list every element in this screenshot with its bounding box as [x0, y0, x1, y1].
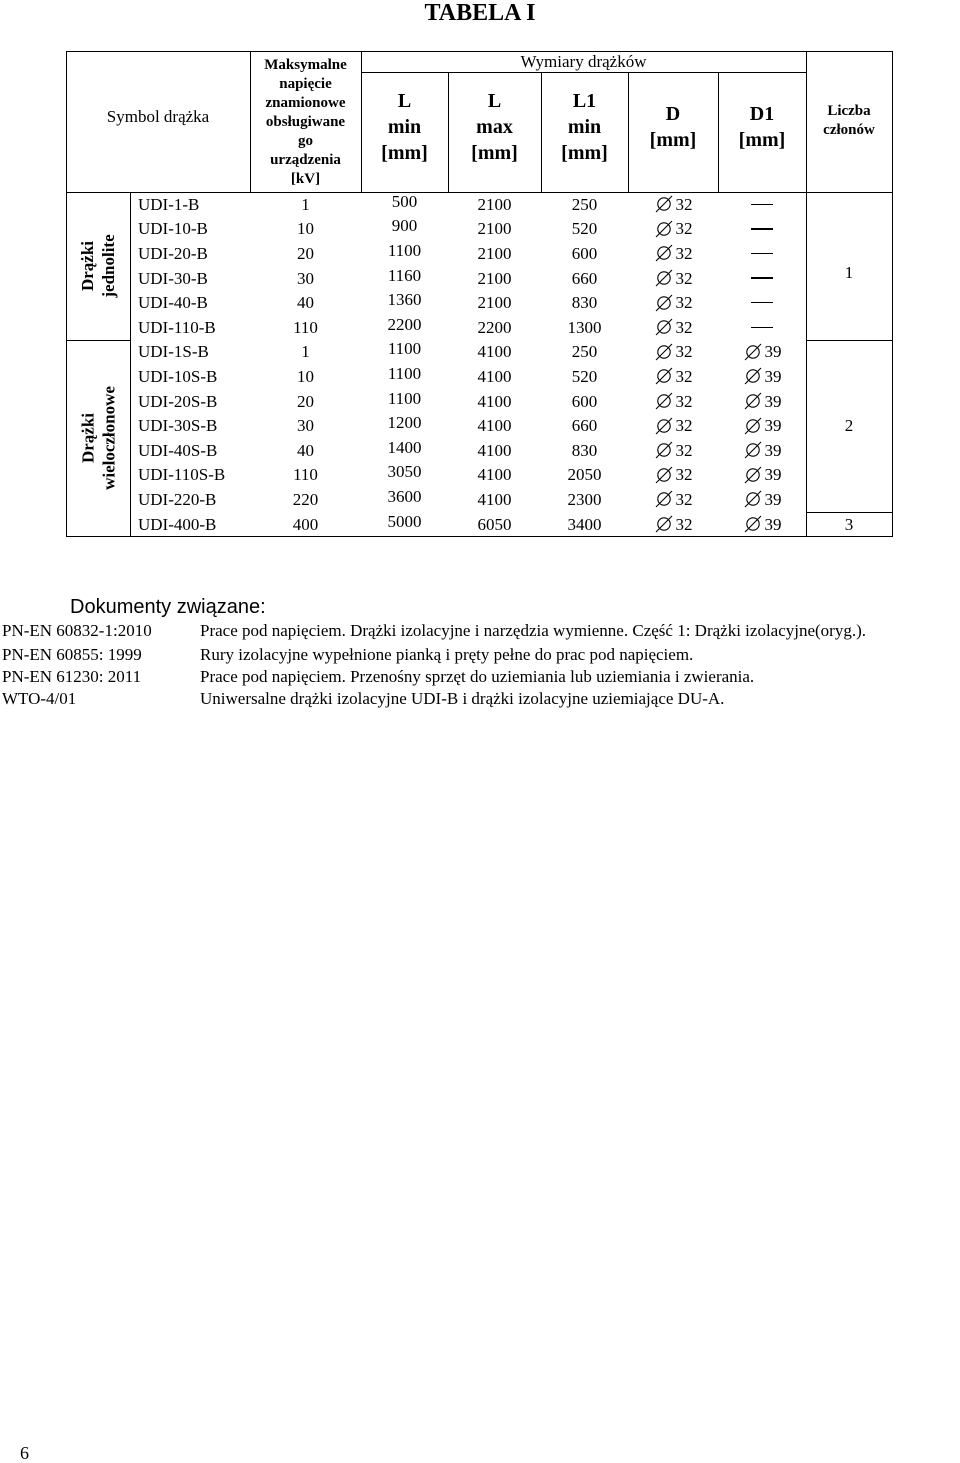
diameter-icon [654, 417, 674, 435]
cell-l-min: 1400 [387, 437, 422, 457]
cell-l-min: 1360 [387, 290, 422, 310]
diameter-icon [654, 220, 674, 238]
diameter-icon [743, 367, 763, 385]
cell-l1-min: 660 [571, 416, 598, 436]
cell-symbol: UDI-10S-B [138, 366, 218, 386]
header-l-min: L min [mm] [381, 90, 428, 164]
cell-d1 [718, 364, 806, 389]
cell-symbol: UDI-1-B [138, 194, 200, 214]
cell-count: 1 [844, 263, 854, 283]
cell-l-max: 2200 [477, 317, 512, 337]
cell-voltage: 10 [297, 366, 314, 386]
diameter-icon [743, 441, 763, 459]
diameter-value: 39 [764, 440, 782, 460]
cell-d1 [718, 487, 806, 512]
document-description: Prace pod napięciem. Przenośny sprzęt do uziemiania lub uziemiania i zwierania. [200, 667, 755, 686]
cell-l-min: 1200 [387, 413, 422, 433]
diameter-value: 32 [675, 342, 693, 362]
document-code: PN-EN 61230: 2011 [2, 667, 142, 686]
diameter-value: 32 [675, 194, 693, 214]
tabela-i [0, 0, 960, 560]
cell-voltage: 1 [301, 342, 310, 362]
header-l-max: L max [mm] [471, 90, 518, 164]
diameter-value: 39 [764, 514, 782, 534]
cell-l-min: 3050 [387, 462, 422, 482]
diameter-icon [743, 417, 763, 435]
document-item [0, 644, 960, 666]
diameter-icon [654, 269, 674, 287]
diameter-value: 39 [764, 342, 782, 362]
diameter-icon [654, 294, 674, 312]
cell-voltage: 20 [297, 391, 314, 411]
cell-count: 2 [844, 416, 854, 436]
cell-l1-min: 600 [571, 391, 598, 411]
cell-voltage: 400 [292, 514, 319, 534]
cell-l1-min: 600 [571, 243, 598, 263]
header-count: Liczba członów [823, 103, 875, 138]
diameter-value: 39 [764, 489, 782, 509]
cell-l-min: 1100 [387, 240, 422, 260]
cell-l-min: 1100 [387, 339, 422, 359]
cell-l-max: 4100 [477, 489, 512, 509]
cell-symbol: UDI-400-B [138, 514, 217, 534]
cell-l1-min: 250 [571, 194, 598, 214]
cell-voltage: 10 [297, 219, 314, 239]
cell-d1 [718, 463, 806, 488]
cell-symbol: UDI-30-B [138, 268, 208, 288]
cell-d1 [718, 266, 806, 291]
cell-l1-min: 250 [571, 342, 598, 362]
diameter-value: 32 [675, 489, 693, 509]
diameter-icon [654, 367, 674, 385]
cell-d1 [718, 389, 806, 414]
diameter-value: 32 [675, 465, 693, 485]
cell-l1-min: 2300 [567, 489, 602, 509]
cell-l-min: 2200 [387, 314, 422, 334]
cell-l1-min: 520 [571, 366, 598, 386]
diameter-icon [743, 515, 763, 533]
diameter-icon [654, 441, 674, 459]
dash [751, 302, 773, 303]
cell-l1-min: 2050 [567, 465, 602, 485]
cell-symbol: UDI-30S-B [138, 416, 218, 436]
cell-l-max: 4100 [477, 391, 512, 411]
document-code: PN-EN 60832-1:2010 [2, 621, 152, 640]
cell-l1-min: 830 [571, 293, 598, 313]
cell-voltage: 1 [301, 194, 310, 214]
document-description: Prace pod napięciem. Drążki izolacyjne i narzędzia wymienne. Część 1: Drążki izolacyjne(oryg.). [200, 621, 867, 640]
cell-symbol: UDI-10-B [138, 219, 208, 239]
cell-d [628, 463, 718, 488]
diameter-icon [654, 392, 674, 410]
document-code: PN-EN 60855: 1999 [2, 645, 142, 664]
cell-l1-min: 830 [571, 440, 598, 460]
cell-symbol: UDI-20S-B [138, 391, 218, 411]
dash [751, 253, 773, 254]
diameter-value: 32 [675, 440, 693, 460]
diameter-value: 32 [675, 243, 693, 263]
diameter-value: 39 [764, 416, 782, 436]
header-l1-min: L1 min [mm] [561, 90, 608, 164]
cell-symbol: UDI-1S-B [138, 342, 209, 362]
cell-symbol: UDI-40-B [138, 293, 208, 313]
cell-voltage: 40 [297, 440, 314, 460]
cell-d1 [718, 192, 806, 217]
cell-l-max: 4100 [477, 416, 512, 436]
cell-d1 [718, 217, 806, 242]
cell-l-max: 4100 [477, 366, 512, 386]
table-rule [892, 51, 893, 537]
diameter-icon [743, 466, 763, 484]
diameter-value: 32 [675, 391, 693, 411]
cell-l1-min: 3400 [567, 514, 602, 534]
cell-voltage: 40 [297, 293, 314, 313]
cell-d [628, 290, 718, 315]
cell-d [628, 340, 718, 365]
cell-d [628, 487, 718, 512]
document-code: WTO-4/01 [2, 689, 77, 708]
table-rule [66, 536, 892, 537]
cell-l-max: 4100 [477, 465, 512, 485]
group-label-single: Drążki jednolite [77, 234, 118, 298]
cell-l-max: 2100 [477, 268, 512, 288]
diameter-value: 32 [675, 514, 693, 534]
group-label-multi: Drążki wieloczłonowe [78, 386, 119, 490]
cell-voltage: 220 [292, 489, 319, 509]
document-item [0, 688, 960, 710]
diameter-value: 39 [764, 465, 782, 485]
cell-d [628, 512, 718, 537]
document-item [0, 620, 960, 642]
document-item [0, 666, 960, 688]
diameter-icon [654, 195, 674, 213]
cell-symbol: UDI-220-B [138, 489, 217, 509]
diameter-icon [654, 318, 674, 336]
cell-l-min: 1160 [387, 265, 422, 285]
cell-d [628, 266, 718, 291]
header-voltage: Maksymalne napięcie znamionowe obsługiwane go urządzenia [kV] [264, 57, 347, 187]
documents-heading: Dokumenty związane: [70, 596, 266, 618]
diameter-value: 32 [675, 268, 693, 288]
cell-d [628, 438, 718, 463]
cell-d1 [718, 438, 806, 463]
cell-symbol: UDI-40S-B [138, 440, 218, 460]
document-description: Uniwersalne drążki izolacyjne UDI-B i drążki izolacyjne uziemiające DU-A. [200, 689, 725, 708]
dash [751, 228, 773, 229]
cell-d1 [718, 290, 806, 315]
dash [751, 277, 773, 278]
dash [751, 327, 773, 328]
cell-l-max: 4100 [477, 440, 512, 460]
cell-d1 [718, 413, 806, 438]
diameter-icon [654, 343, 674, 361]
cell-voltage: 30 [297, 416, 314, 436]
diameter-value: 39 [764, 366, 782, 386]
diameter-icon [654, 244, 674, 262]
cell-l-min: 900 [391, 216, 418, 236]
cell-d1 [718, 315, 806, 340]
diameter-value: 39 [764, 391, 782, 411]
page-number: 6 [20, 1443, 29, 1463]
document-description: Rury izolacyjne wypełnione pianką i pręty pełne do prac pod napięciem. [200, 645, 694, 664]
cell-l-max: 2100 [477, 293, 512, 313]
diameter-icon [743, 490, 763, 508]
header-symbol: Symbol drążka [106, 106, 210, 126]
cell-d [628, 413, 718, 438]
diameter-value: 32 [675, 219, 693, 239]
diameter-value: 32 [675, 317, 693, 337]
cell-l-max: 4100 [477, 342, 512, 362]
cell-l-max: 2100 [477, 194, 512, 214]
diameter-icon [743, 343, 763, 361]
diameter-icon [654, 515, 674, 533]
diameter-value: 32 [675, 416, 693, 436]
dash [751, 204, 773, 205]
page-title: TABELA I [424, 0, 536, 26]
cell-voltage: 110 [293, 465, 318, 485]
cell-l1-min: 520 [571, 219, 598, 239]
cell-l-min: 3600 [387, 486, 422, 506]
cell-l1-min: 660 [571, 268, 598, 288]
cell-d [628, 389, 718, 414]
header-d1: D1 [mm] [738, 103, 786, 151]
cell-l-max: 2100 [477, 219, 512, 239]
cell-d [628, 192, 718, 217]
diameter-icon [654, 490, 674, 508]
cell-d [628, 315, 718, 340]
header-d: D [mm] [649, 103, 697, 151]
cell-l-min: 1100 [387, 388, 422, 408]
diameter-icon [654, 466, 674, 484]
cell-l-max: 2100 [477, 243, 512, 263]
cell-l-min: 5000 [387, 511, 422, 531]
cell-d [628, 241, 718, 266]
cell-l-min: 1100 [387, 363, 422, 383]
diameter-value: 32 [675, 366, 693, 386]
cell-symbol: UDI-110S-B [138, 465, 226, 485]
cell-l-min: 500 [391, 191, 418, 211]
cell-count: 3 [844, 514, 854, 534]
cell-l-max: 6050 [477, 514, 512, 534]
cell-d1 [718, 241, 806, 266]
cell-d [628, 364, 718, 389]
cell-symbol: UDI-20-B [138, 243, 208, 263]
cell-d [628, 217, 718, 242]
header-dimensions-group: Wymiary drążków [520, 51, 647, 71]
diameter-value: 32 [675, 293, 693, 313]
cell-voltage: 30 [297, 268, 314, 288]
cell-d1 [718, 340, 806, 365]
cell-l1-min: 1300 [567, 317, 602, 337]
cell-voltage: 110 [293, 317, 318, 337]
cell-symbol: UDI-110-B [138, 317, 216, 337]
cell-voltage: 20 [297, 243, 314, 263]
cell-d1 [718, 512, 806, 537]
diameter-icon [743, 392, 763, 410]
